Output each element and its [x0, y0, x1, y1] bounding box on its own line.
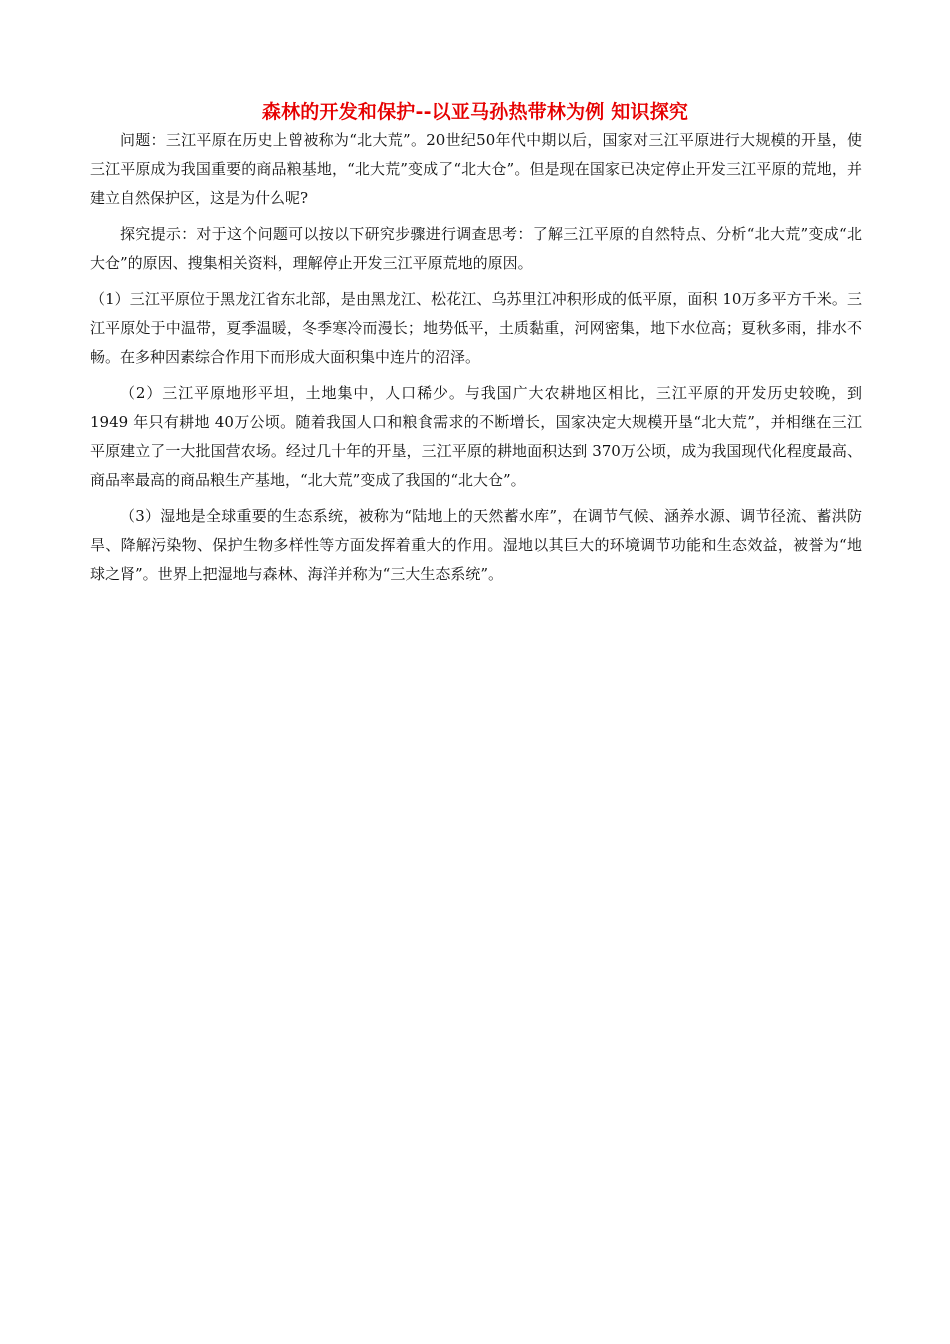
- paragraph-hint: 探究提示：对于这个问题可以按以下研究步骤进行调查思考：了解三江平原的自然特点、分析“北大荒”变成“北大仓”的原因、搜集相关资料，理解停止开发三江平原荒地的原因。: [90, 225, 862, 272]
- document-body: [90, 126, 862, 589]
- paragraph-question: 问题：三江平原在历史上曾被称为“北大荒”。20世纪50年代中期以后，国家对三江平原进行大规模的开垦，使三江平原成为我国重要的商品粮基地，“北大荒”变成了“北大仓”。但是现在国家已决定停止开发三江平原的荒地，并建立自然保护区，这是为什么呢?: [90, 131, 862, 207]
- document-title: 森林的开发和保护--以亚马孙热带林为例 知识探究: [261, 101, 689, 123]
- paragraph-point-3: （3）湿地是全球重要的生态系统，被称为“陆地上的天然蓄水库”，在调节气候、涵养水源、调节径流、蓄洪防旱、降解污染物、保护生物多样性等方面发挥着重大的作用。湿地以其巨大的环境调节功能和生态效益，被誉为“地球之肾”。世界上把湿地与森林、海洋并称为“三大生态系统”。: [90, 507, 862, 583]
- paragraph-point-2: （2）三江平原地形平坦，土地集中，人口稀少。与我国广大农耕地区相比，三江平原的开发历史较晚，到 1949 年只有耕地 40万公顷。随着我国人口和粮食需求的不断增长，国家决定大规模开垦“北大荒”，并相继在三江平原建立了一大批国营农场。经过几十年的开垦，三江平原的耕地面积达到 370万公顷，成为我国现代化程度最高、商品率最高的商品粮生产基地，“北大荒”变成了我国的“北大仓”。: [90, 384, 862, 489]
- paragraph-point-1: （1）三江平原位于黑龙江省东北部，是由黑龙江、松花江、乌苏里江冲积形成的低平原，面积 10万多平方千米。三江平原处于中温带，夏季温暖，冬季寒冷而漫长；地势低平，土质黏重，河网密集，地下水位高；夏秋多雨，排水不畅。在多种因素综合作用下而形成大面积集中连片的沼泽。: [90, 290, 862, 366]
